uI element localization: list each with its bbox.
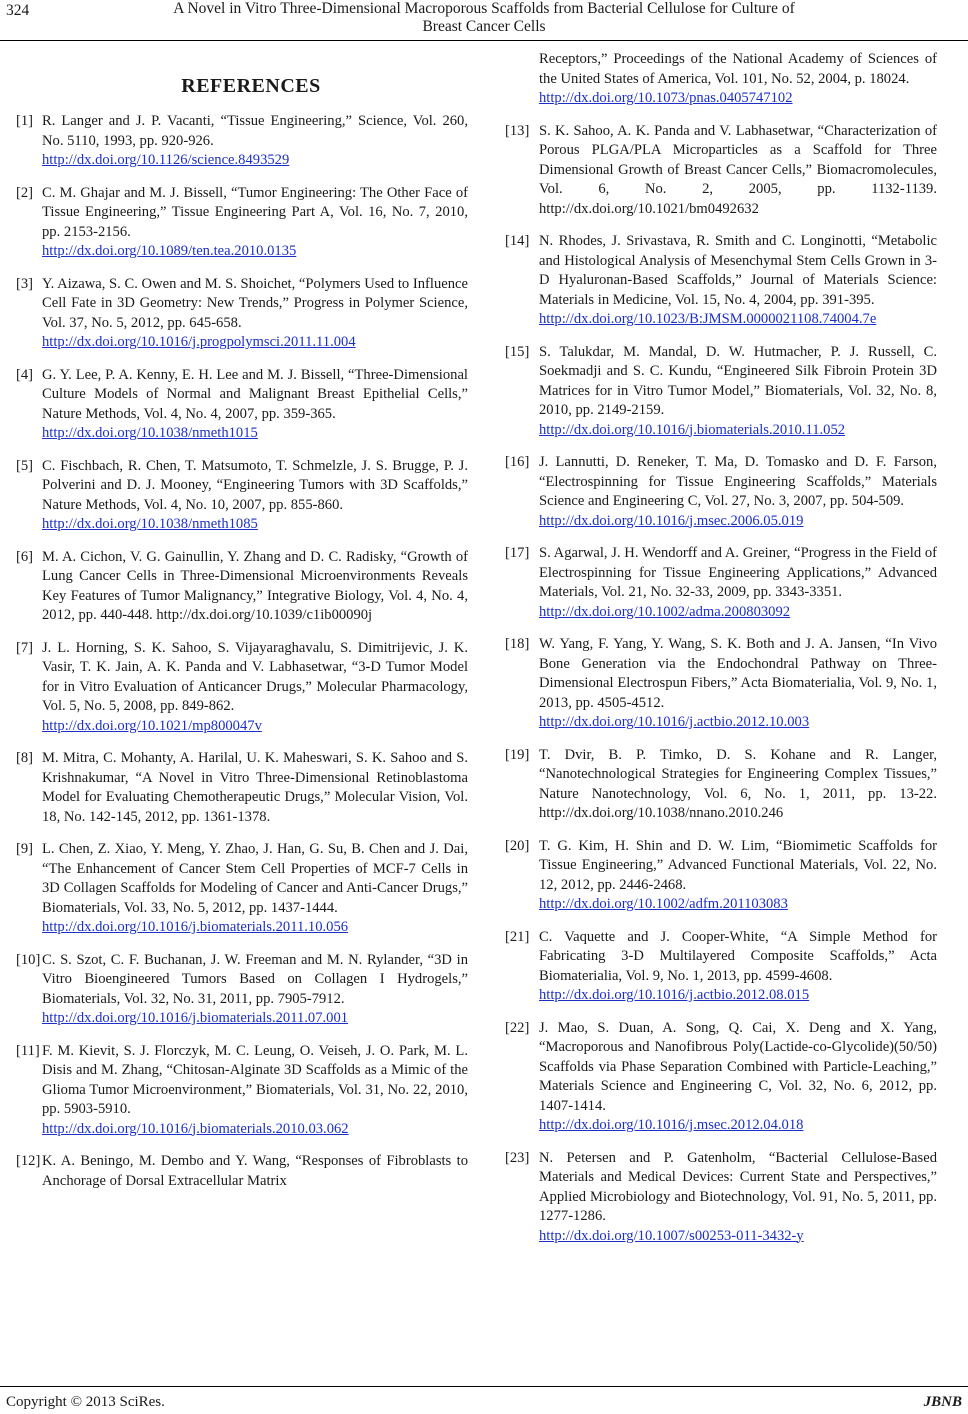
reference-text: M. Mitra, C. Mohanty, A. Harilal, U. K. Maheswari, S. K. Sahoo and S. Krishnakumar, “A Novel in Vitro Three-Dimensional Retinoblastoma Model for Evaluating Chemotherapeutic Drugs,” Molecular Vision, Vol. 18, No. 142-145, 2012, pp. 1361-1378.: [42, 750, 468, 825]
reference-text: J. L. Horning, S. K. Sahoo, S. Vijayaraghavalu, S. Dimitrijevic, J. K. Vasir, T. K. Jain, A. K. Panda and V. Labhasetwar, “3-D Tumor Model for in Vitro Evaluation of Anticancer Drugs,” Molecular Pharmacology, Vol. 5, No. 5, 2008, pp. 849-862.: [42, 639, 468, 714]
page-footer: [0, 1380, 968, 1414]
reference-number: [8]: [16, 750, 34, 766]
reference-number: [16]: [505, 454, 530, 470]
right-column: [503, 50, 937, 1259]
reference-number: [11]: [16, 1042, 40, 1059]
doi-link[interactable]: http://dx.doi.org/10.1016/j.biomaterials.2010.03.062: [42, 1120, 349, 1137]
reference-number: [2]: [16, 184, 34, 201]
journal-abbreviation: JBNB: [923, 1394, 962, 1410]
reference-item: [503, 635, 937, 733]
doi-link[interactable]: http://dx.doi.org/10.1016/j.actbio.2012.08.015: [539, 987, 810, 1003]
reference-text: F. M. Kievit, S. J. Florczyk, M. C. Leung, O. Veiseh, J. O. Park, M. L. Disis and M. Zhang, “Chitosan-Alginate 3D Scaffolds as a Mimic of the Glioma Tumor Microenvironment,” Biomaterials, Vol. 31, No. 22, 2010, pp. 5903-5910.: [42, 1042, 468, 1117]
reference-text: N. Rhodes, J. Srivastava, R. Smith and C. Longinotti, “Metabolic and Histological Analysis of Mesenchymal Stem Cells Grown in 3-D Hyaluronan-Based Scaffolds,” Journal of Materials Science: Materials in Medicine, Vol. 15, No. 4, 2004, pp. 391-395.: [539, 233, 937, 308]
left-column: [16, 50, 468, 1204]
reference-item: [503, 122, 937, 220]
doi-link[interactable]: http://dx.doi.org/10.1023/B:JMSM.0000021108.74004.7e: [539, 311, 877, 327]
reference-number: [20]: [505, 837, 530, 854]
doi-link[interactable]: http://dx.doi.org/10.1038/nmeth1085: [42, 516, 258, 532]
doi-link[interactable]: http://dx.doi.org/10.1016/j.biomaterials.2011.07.001: [42, 1010, 349, 1026]
reference-item: [16, 548, 468, 626]
reference-text: C. Vaquette and J. Cooper-White, “A Simple Method for Fabricating 3-D Multilayered Composite Scaffolds,” Acta Biomaterialia, Vol. 9, No. 1, 2013, pp. 4599-4608.: [539, 928, 937, 984]
page-number: 324: [6, 2, 30, 19]
reference-text: C. Fischbach, R. Chen, T. Matsumoto, T. Schmelzle, J. S. Brugge, P. J. Polverini and D. J. Mooney, “Engineering Tumors with 3D Scaffolds,” Nature Methods, Vol. 4, No. 10, 2007, pp. 855-860.: [42, 457, 468, 513]
reference-number: [1]: [16, 113, 34, 129]
reference-number: [3]: [16, 275, 34, 292]
doi-link[interactable]: http://dx.doi.org/10.1016/j.biomaterials.2010.11.052: [539, 421, 846, 438]
reference-list-left: [16, 112, 468, 1191]
reference-list-right: [503, 50, 937, 1246]
reference-item: [503, 746, 937, 824]
reference-number: [7]: [16, 639, 34, 656]
reference-number: [14]: [505, 233, 530, 249]
reference-number: [13]: [505, 122, 530, 139]
reference-number: [10]: [16, 951, 41, 968]
reference-text: S. Talukdar, M. Mandal, D. W. Hutmacher, P. J. Russell, C. Soekmadji and S. C. Kundu, “Engineered Silk Fibroin Protein 3D Matrices for in Vitro Tumor Model,” Biomaterials, Vol. 32, No. 8, 2010, pp. 2149-2159.: [539, 343, 937, 418]
doi-link[interactable]: http://dx.doi.org/10.1002/adma.200803092: [539, 603, 791, 620]
doi-link[interactable]: http://dx.doi.org/10.1073/pnas.0405747102: [539, 90, 793, 106]
reference-text: N. Petersen and P. Gatenholm, “Bacterial Cellulose-Based Materials and Medical Devices: Current State and Perspectives,” Applied Microbiology and Biotechnology, Vol. 91, No. 5, 2011, pp. 1277-1286.: [539, 1149, 937, 1224]
reference-text: Receptors,” Proceedings of the National Academy of Sciences of the United States of America, Vol. 101, No. 52, 2004, p. 18024.: [539, 51, 937, 87]
running-title-line-2: Breast Cancer Cells: [422, 18, 546, 35]
doi-link[interactable]: http://dx.doi.org/10.1016/j.msec.2012.04.018: [539, 1117, 804, 1133]
reference-item: [16, 1042, 468, 1140]
reference-text: K. A. Beningo, M. Dembo and Y. Wang, “Responses of Fibroblasts to Anchorage of Dorsal Extracellular Matrix: [42, 1153, 468, 1189]
reference-item: [503, 1149, 937, 1247]
doi-link[interactable]: http://dx.doi.org/10.1089/ten.tea.2010.0135: [42, 243, 297, 259]
running-title-line-1: A Novel in Vitro Three-Dimensional Macroporous Scaffolds from Bacterial Cellulose for Culture of: [173, 0, 795, 17]
reference-number: [9]: [16, 841, 34, 857]
reference-item: [503, 544, 937, 622]
reference-text: R. Langer and J. P. Vacanti, “Tissue Engineering,” Science, Vol. 260, No. 5110, 1993, pp. 920-926.: [42, 113, 468, 149]
reference-text: C. S. Szot, C. F. Buchanan, J. W. Freeman and M. N. Rylander, “3D in Vitro Bioengineered Tumors Based on Collagen I Hydrogels,” Biomaterials, Vol. 32, No. 31, 2011, pp. 7905-7912.: [42, 951, 468, 1007]
reference-text: S. K. Sahoo, A. K. Panda and V. Labhasetwar, “Characterization of Porous PLGA/PLA Microparticles as a Scaffold for Three Dimensional Growth of Breast Cancer Cells,” Biomacromolecules, Vol. 6, No. 2, 2005, pp. 1132-1139. http://dx.doi.org/10.1021/bm0492632: [539, 122, 937, 217]
reference-number: [21]: [505, 928, 530, 945]
doi-link[interactable]: http://dx.doi.org/10.1016/j.msec.2006.05.019: [539, 512, 804, 529]
running-title: [60, 0, 908, 36]
reference-item: [503, 453, 937, 531]
reference-item: [16, 749, 468, 827]
reference-text: G. Y. Lee, P. A. Kenny, E. H. Lee and M. J. Bissell, “Three-Dimensional Culture Models of Normal and Malignant Breast Epithelial Cells,” Nature Methods, Vol. 4, No. 4, 2007, pp. 359-365.: [42, 366, 468, 422]
doi-link[interactable]: http://dx.doi.org/10.1126/science.8493529: [42, 152, 290, 168]
doi-link[interactable]: http://dx.doi.org/10.1007/s00253-011-3432-y: [539, 1227, 804, 1244]
reference-number: [6]: [16, 548, 34, 565]
reference-text: T. G. Kim, H. Shin and D. W. Lim, “Biomimetic Scaffolds for Tissue Engineering,” Advanced Functional Materials, Vol. 22, No. 12, 2012, pp. 2446-2468.: [539, 837, 937, 893]
header-rule: [0, 40, 968, 41]
reference-item: [16, 184, 468, 262]
reference-number: [4]: [16, 366, 34, 383]
reference-number: [17]: [505, 545, 530, 561]
reference-item: [16, 275, 468, 353]
reference-text: Y. Aizawa, S. C. Owen and M. S. Shoichet, “Polymers Used to Influence Cell Fate in 3D Geometry: New Trends,” Progress in Polymer Science, Vol. 37, No. 5, 2012, pp. 645-658.: [42, 275, 468, 331]
reference-item: [503, 1019, 937, 1136]
reference-number: [18]: [505, 636, 530, 652]
doi-link[interactable]: http://dx.doi.org/10.1021/mp800047v: [42, 717, 262, 734]
reference-item: [503, 928, 937, 1006]
reference-text: T. Dvir, B. P. Timko, D. S. Kohane and R. Langer, “Nanotechnological Strategies for Engineering Complex Tissues,” Nature Nanotechnology, Vol. 6, No. 1, 2011, pp. 13-22. http://dx.doi.org/10.1038/nnano.2010.246: [539, 746, 937, 821]
doi-link[interactable]: http://dx.doi.org/10.1016/j.progpolymsci.2011.11.004: [42, 334, 356, 350]
reference-text: C. M. Ghajar and M. J. Bissell, “Tumor Engineering: The Other Face of Tissue Engineering,” Tissue Engineering Part A, Vol. 16, No. 7, 2010, pp. 2153-2156.: [42, 184, 468, 240]
reference-item: [503, 50, 937, 109]
reference-item: [503, 232, 937, 330]
reference-number: [15]: [505, 343, 530, 360]
footer-rule: [0, 1386, 968, 1387]
reference-number: [19]: [505, 746, 530, 763]
reference-number: [12]: [16, 1153, 41, 1169]
copyright-notice: Copyright © 2013 SciRes.: [6, 1394, 165, 1410]
reference-number: [22]: [505, 1019, 530, 1036]
page-header: [0, 0, 968, 42]
reference-text: S. Agarwal, J. H. Wendorff and A. Greiner, “Progress in the Field of Electrospinning for Tissue Engineering Applications,” Advanced Materials, Vol. 21, No. 32-33, 2009, pp. 3343-3351.: [539, 545, 937, 600]
reference-number: [23]: [505, 1149, 530, 1166]
doi-link[interactable]: http://dx.doi.org/10.1002/adfm.201103083: [539, 896, 788, 912]
reference-item: [16, 840, 468, 938]
reference-text: W. Yang, F. Yang, Y. Wang, S. K. Both and J. A. Jansen, “In Vivo Bone Generation via the Endochondral Pathway on Three-Dimensional Electrospun Fibers,” Acta Biomaterialia, Vol. 9, No. 1, 2013, pp. 4505-4512.: [539, 636, 937, 711]
reference-number: [5]: [16, 457, 34, 474]
reference-item: [503, 837, 937, 915]
reference-item: [16, 366, 468, 444]
reference-text: J. Lannutti, D. Reneker, T. Ma, D. Tomasko and D. F. Farson, “Electrospinning for Tissue Engineering Scaffolds,” Materials Science and Engineering C, Vol. 27, No. 3, 2007, pp. 504-509.: [539, 454, 937, 509]
reference-item: [16, 112, 468, 171]
reference-text: L. Chen, Z. Xiao, Y. Meng, Y. Zhao, J. Han, G. Su, B. Chen and J. Dai, “The Enhancement of Cancer Stem Cell Properties of MCF-7 Cells in 3D Collagen Scaffolds for Modeling of Cancer and Anti-Cancer Drugs,” Biomaterials, Vol. 33, No. 5, 2012, pp. 1437-1444.: [42, 841, 468, 916]
reference-item: [16, 639, 468, 737]
reference-item: [16, 457, 468, 535]
section-title: REFERENCES: [181, 75, 321, 97]
reference-item: [16, 1152, 468, 1191]
doi-link[interactable]: http://dx.doi.org/10.1016/j.biomaterials.2011.10.056: [42, 919, 349, 935]
doi-link[interactable]: http://dx.doi.org/10.1016/j.actbio.2012.10.003: [539, 714, 810, 730]
reference-item: [16, 951, 468, 1029]
reference-text: J. Mao, S. Duan, A. Song, Q. Cai, X. Deng and X. Yang, “Macroporous and Nanofibrous Poly(Lactide-co-Glycolide)(50/50) Scaffolds via Phase Separation Combined with Particle-Leaching,” Materials Science and Engineering C, Vol. 32, No. 6, 2012, pp. 1407-1414.: [539, 1019, 937, 1114]
reference-text: M. A. Cichon, V. G. Gainullin, Y. Zhang and D. C. Radisky, “Growth of Lung Cancer Cells in Three-Dimensional Microenvironments Reveals Key Features of Tumor Malignancy,” Integrative Biology, Vol. 4, No. 4, 2012, pp. 440-448. http://dx.doi.org/10.1039/c1ib00090j: [42, 548, 468, 623]
doi-link[interactable]: http://dx.doi.org/10.1038/nmeth1015: [42, 425, 258, 441]
reference-item: [503, 343, 937, 441]
